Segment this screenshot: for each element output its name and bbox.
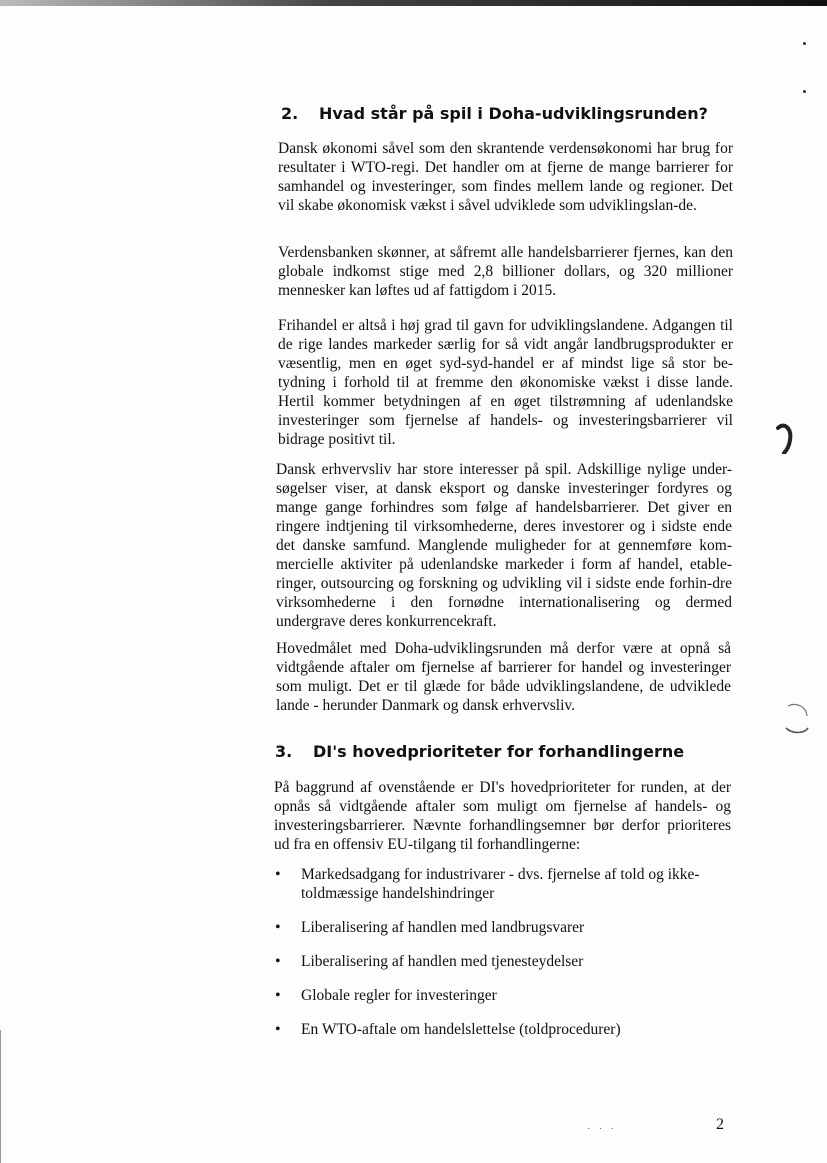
section-2-paragraph-5: Hovedmålet med Doha-udviklingsrunden må derfor være at opnå så vidtgående aftaler om fjernelse af barrierer for handel og investeringer som muligt. Det er til glæde for både udviklingslandene, de udviklede lande - herunder Danmark og dansk erhvervsliv.: [276, 640, 731, 714]
section-2-number: 2.: [281, 104, 299, 123]
section-2-heading: [281, 104, 708, 124]
hole-punch-ring-icon: [782, 700, 810, 736]
section-2-paragraph-2: Verdensbanken skønner, at såfremt alle handelsbarrierer fjernes, kan den globale indkomst stige med 2,8 billioner dollars, og 320 millioner mennesker kan løftes ud af fattigdom i 2015.: [278, 244, 733, 299]
list-item: • Liberalisering af handlen med landbrugsvarer: [275, 918, 745, 937]
section-2-paragraph-1: Dansk økonomi såvel som den skrantende verdensøkonomi har brug for resultater i WTO-regi. Det handler om at fjerne de mange barrierer for samhandel og investeringer, som findes mellem lande og regioner. Det vil skabe økonomisk vækst i såvel udviklede som udviklingslan-de.: [278, 140, 733, 214]
list-item: • Liberalisering af handlen med tjenesteydelser: [275, 952, 745, 971]
scan-speck: [803, 42, 806, 45]
priority-list: [275, 865, 745, 1054]
page-number: 2: [716, 1116, 724, 1133]
section-3-number: 3.: [275, 742, 293, 761]
list-item: • Markedsadgang for industrivarer - dvs. fjernelse af told og ikke-toldmæssige handelshindringer: [275, 865, 745, 903]
section-2-title: Hvad står på spil i Doha-udviklingsrunden?: [319, 104, 708, 123]
section-3-intro: På baggrund af ovenstående er DI's hovedprioriteter for runden, at der opnås så vidtgående aftaler som muligt om fjernelse af handels- og investeringsbarrierer. Nævnte forhandlingsemner bør derfor prioriteres ud fra en offensiv EU-tilgang til forhandlingerne:: [274, 779, 731, 853]
scan-speck: [803, 90, 806, 93]
section-2-paragraph-4: Dansk erhvervsliv har store interesser på spil. Adskillige nylige under-søgelser viser, at dansk eksport og danske investeringer fordyres og mange gange forhindres som følge af handelsbarrierer. Det giver en ringere indtjening til virksomhederne, deres investorer og i sidste ende det danske samfund. Manglende muligheder for at gennemføre kom-mercielle aktiviter på udenlandske markeder i form af handel, etable-ringer, outsourcing og forskning og udvikling vil i sidste ende forhin-dre virksomhederne i den fornødne internationalisering og dermed undergrave deres konkurrencekraft.: [276, 461, 732, 630]
section-2-paragraph-3: Frihandel er altså i høj grad til gavn for udviklingslandene. Adgangen til de rige landes markeder særlig for så vidt angår landbrugsprodukter er væsentlig, men en øget syd-syd-handel er af mindst lige så stor be-tydning i forhold til at fremme den økonomiske vækst i disse lande. Hertil kommer betydningen af en øget tilstrømning af udenlandske investeringer som fjernelse af handels- og investeringsbarrierer vil bidrage positivt til.: [278, 317, 733, 448]
list-item: • Globale regler for investeringer: [275, 986, 745, 1005]
scan-speck: · · ·: [587, 1124, 617, 1135]
section-3-heading: [275, 742, 684, 762]
section-3-title: DI's hovedprioriteter for forhandlingerne: [313, 742, 685, 761]
list-item: • En WTO-aftale om handelslettelse (toldprocedurer): [275, 1020, 745, 1039]
hole-punch-mark-icon: [775, 420, 795, 454]
